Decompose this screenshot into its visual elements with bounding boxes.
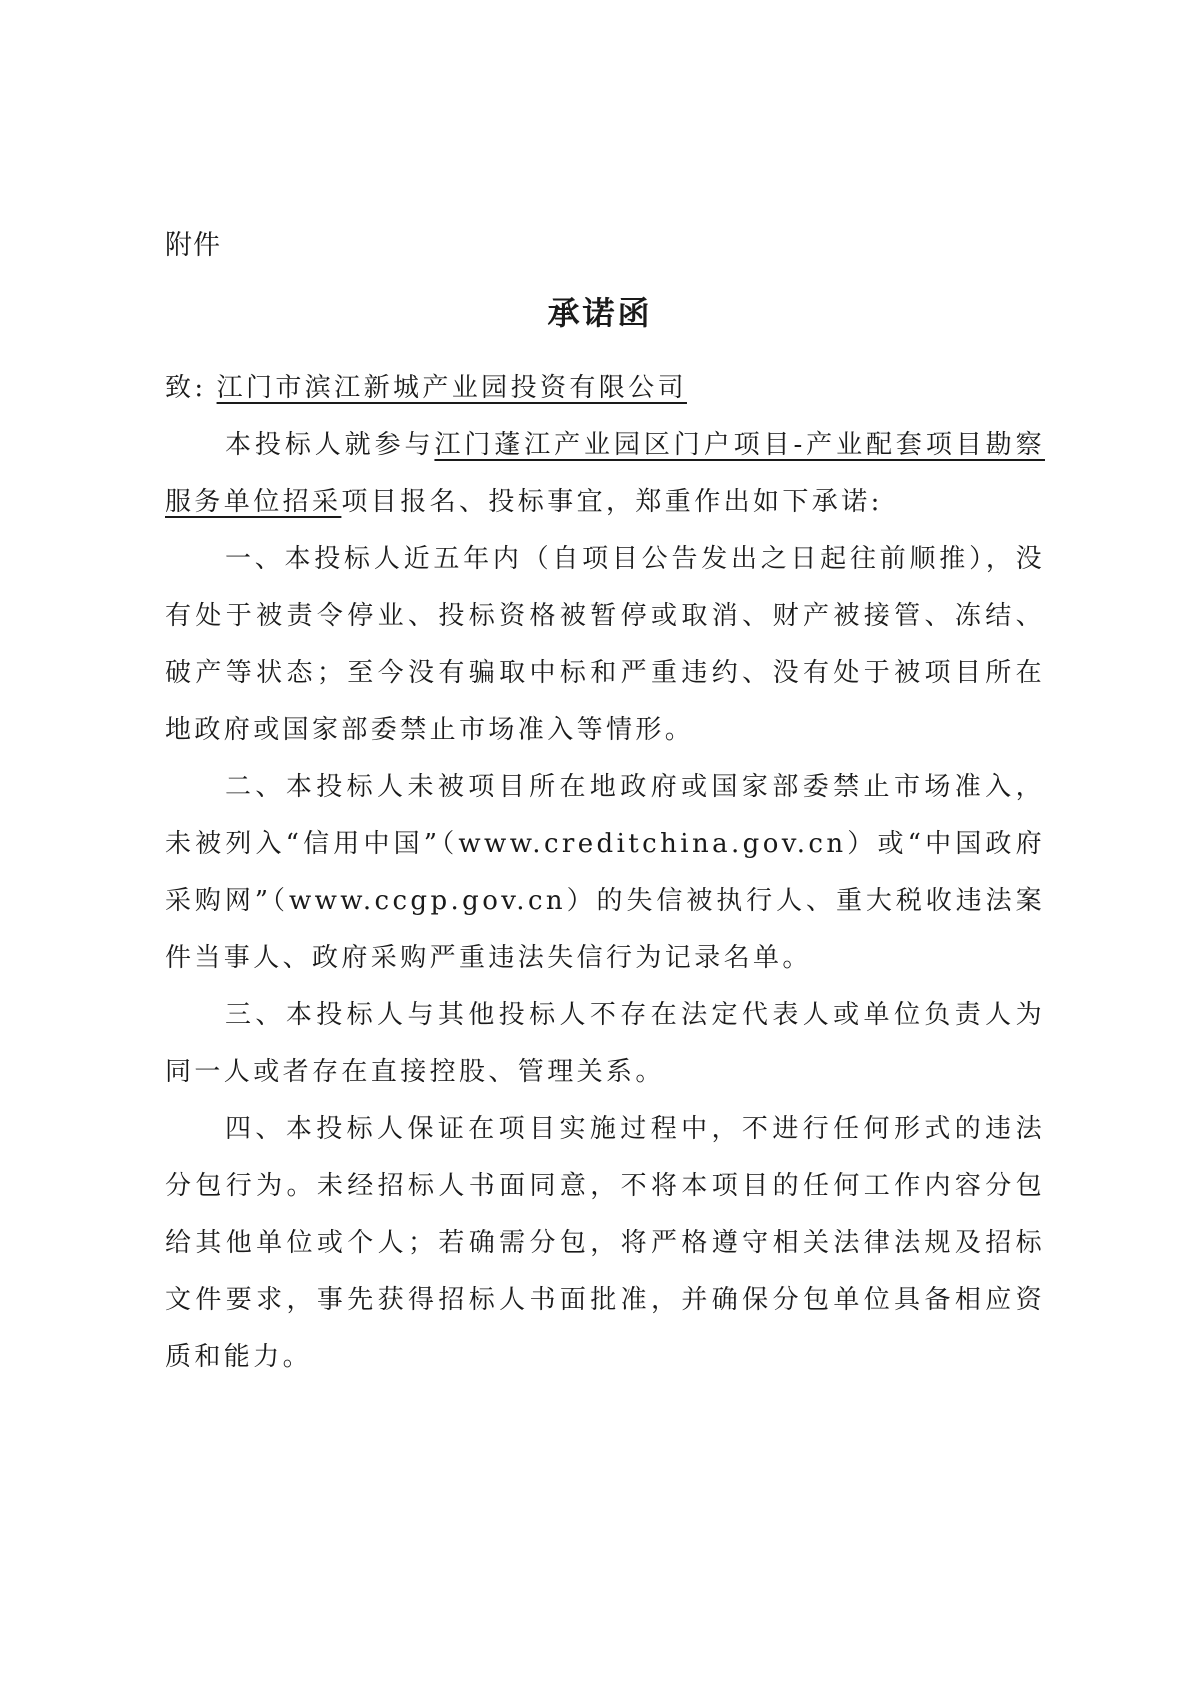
letter-body (165, 360, 1045, 1386)
intro-paragraph (165, 417, 1045, 531)
clause-4: 四、本投标人保证在项目实施过程中，不进行任何形式的违法分包行为。未经招标人书面同意，不将本项目的任何工作内容分包给其他单位或个人；若确需分包，将严格遵守相关法律法规及招标文件要求，事先获得招标人书面批准，并确保分包单位具备相应资质和能力。 (165, 1114, 1045, 1372)
intro-after: 项目报名、投标事宜，郑重作出如下承诺: (341, 487, 883, 517)
clause-2: 二、本投标人未被项目所在地政府或国家部委禁止市场准入，未被列入“信用中国”（www.creditchina.gov.cn）或“中国政府采购网”（www.ccgp.gov.cn）的失信被执行人、重大税收违法案件当事人、政府采购严重违法失信行为记录名单。 (165, 772, 1045, 973)
clause-1: 一、本投标人近五年内（自项目公告发出之日起往前顺推），没有处于被责令停业、投标资格被暂停或取消、财产被接管、冻结、破产等状态；至今没有骗取中标和严重违约、没有处于被项目所在地政府或国家部委禁止市场准入等情形。 (165, 544, 1045, 745)
attachment-label: 附件 (165, 230, 221, 261)
project-name: 江门蓬江产业园区门户项目-产业配套项目勘察服务单位招采 (165, 430, 1045, 517)
clause-3: 三、本投标人与其他投标人不存在法定代表人或单位负责人为同一人或者存在直接控股、管理关系。 (165, 1000, 1045, 1087)
addressee-prefix: 致: (165, 373, 207, 403)
addressee-company: 江门市滨江新城产业园投资有限公司 (216, 373, 687, 403)
addressee-line (165, 360, 1045, 417)
intro-before: 本投标人就参与 (225, 430, 435, 460)
document-title: 承诺函 (547, 294, 653, 332)
